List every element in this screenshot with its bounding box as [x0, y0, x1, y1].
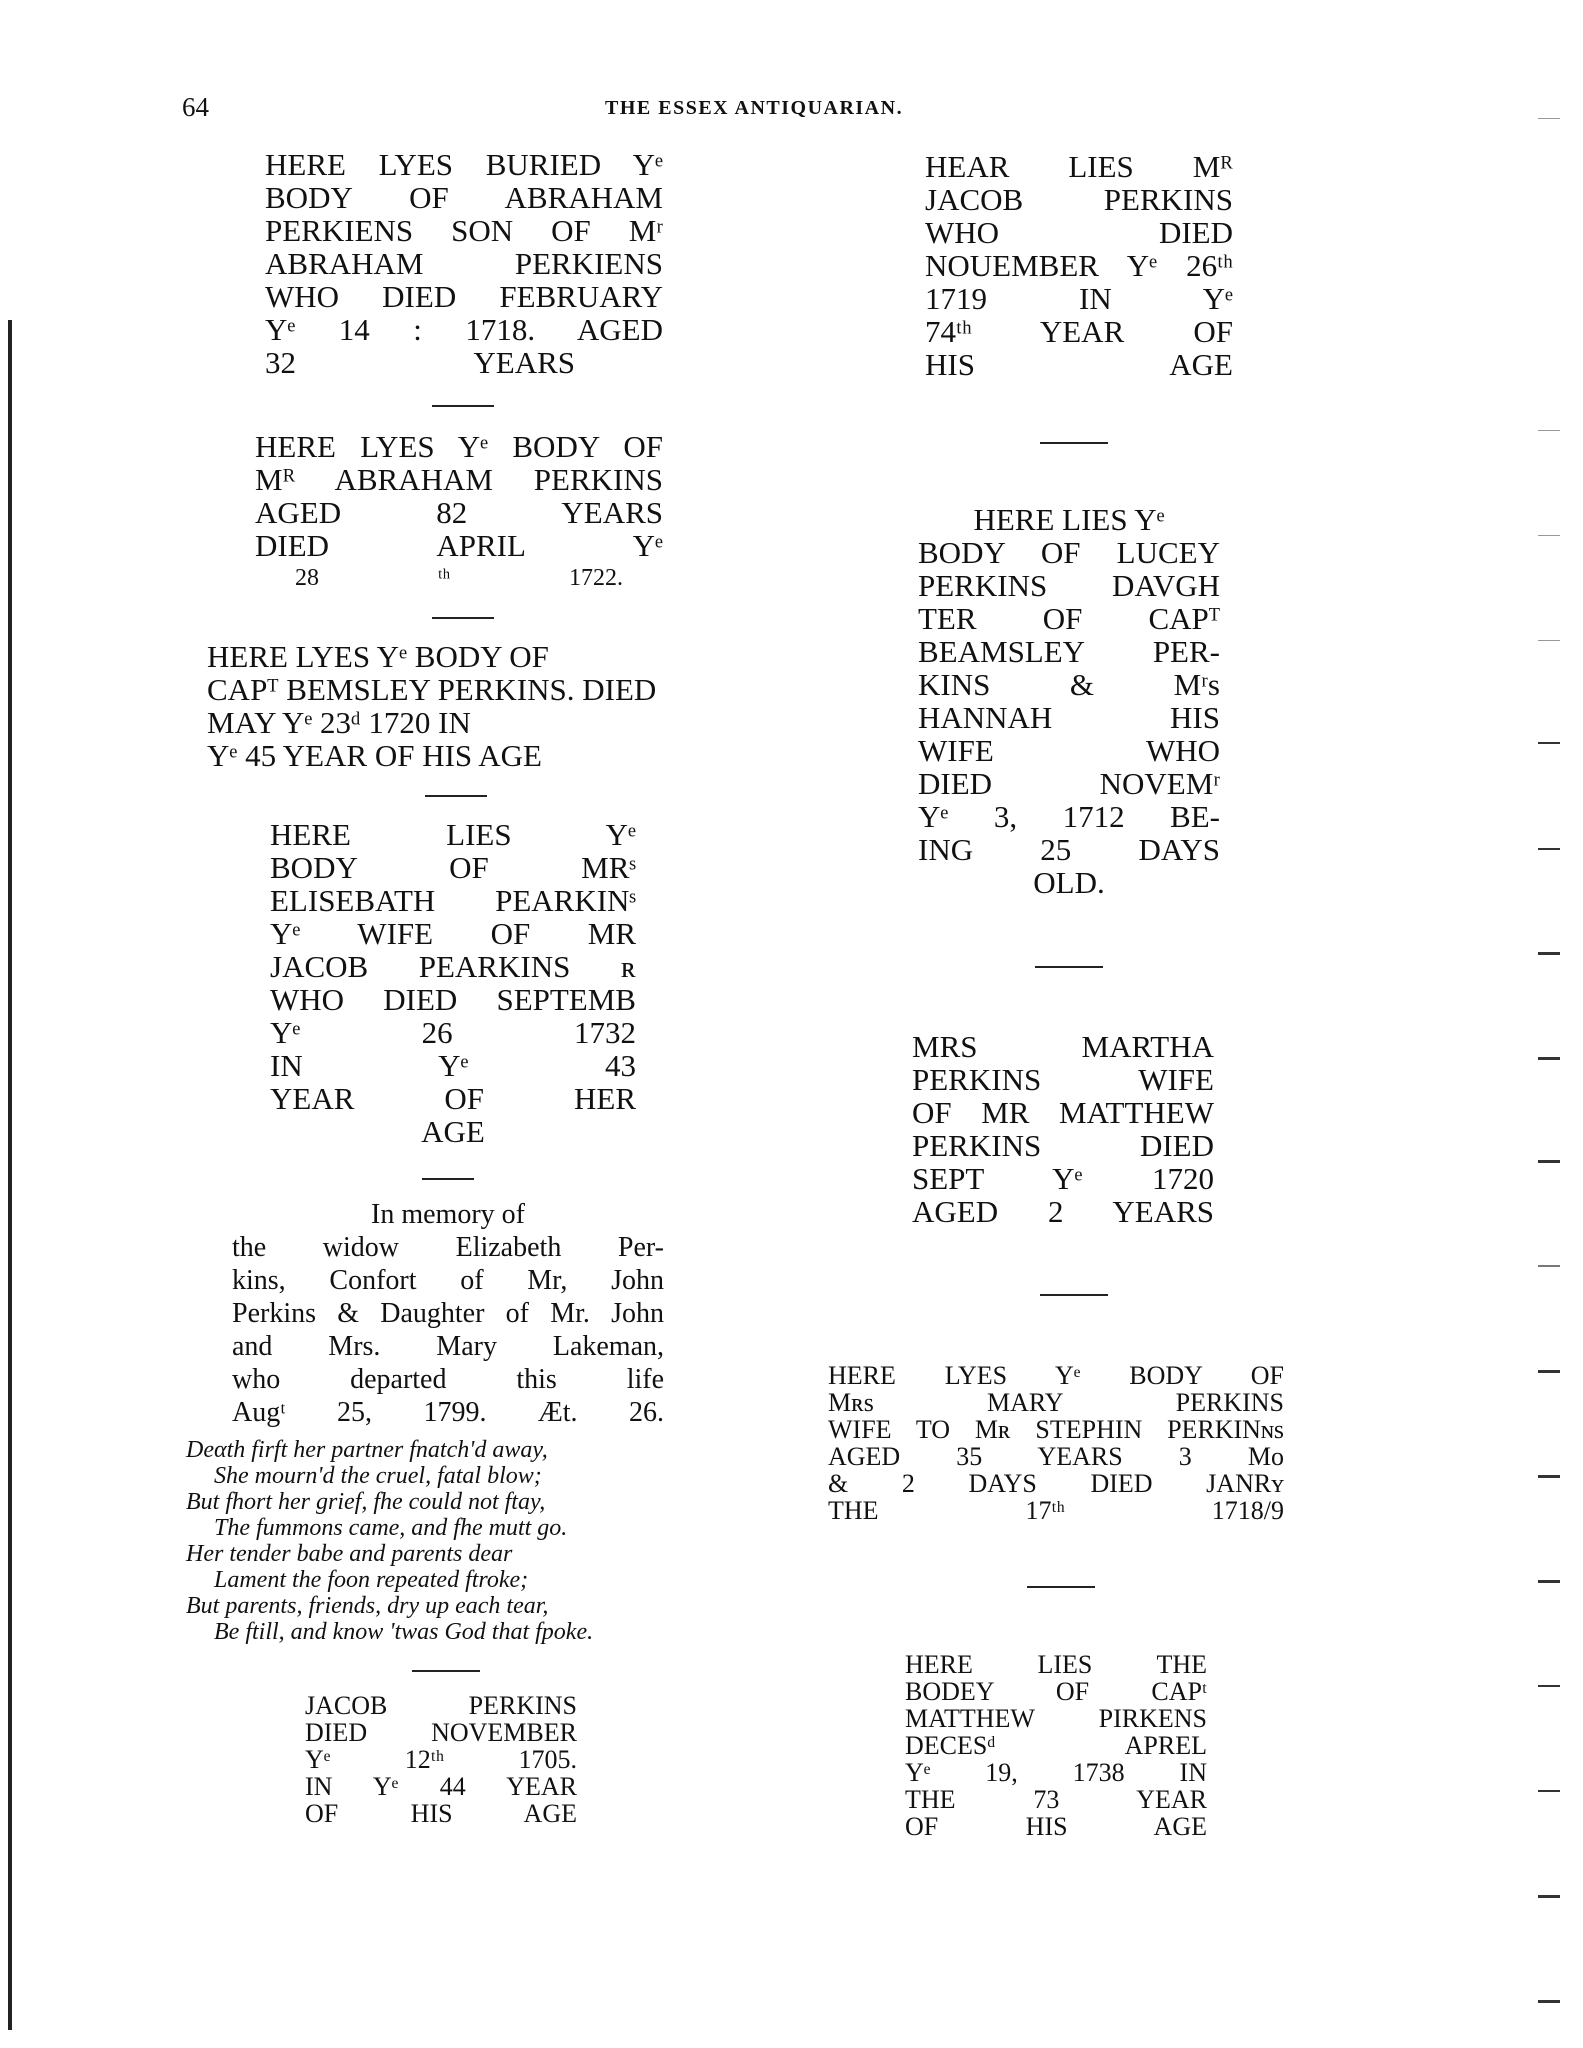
- section-divider: [425, 795, 487, 797]
- margin-tick: [1538, 952, 1560, 955]
- margin-tick: [1538, 1370, 1560, 1373]
- inscription-capt-bemsley-perkins: [207, 640, 727, 772]
- margin-tick: [1538, 848, 1560, 850]
- inscription-line: MAY Yᵉ 23ᵈ 1720 IN: [207, 705, 471, 740]
- inscription-line: WHO DIED SEPTEMB: [270, 982, 636, 1017]
- inscription-line: NOUEMBER Yᵉ 26ᵗʰ: [925, 248, 1233, 283]
- section-divider: [432, 617, 494, 619]
- margin-tick: [1538, 742, 1560, 744]
- inscription-line: who departed this life: [232, 1364, 664, 1395]
- running-title: THE ESSEX ANTIQUARIAN.: [605, 97, 904, 119]
- inscription-line: AGED 82 YEARS: [255, 495, 663, 530]
- inscription-line: the widow Elizabeth Per-: [232, 1232, 664, 1263]
- inscription-line: ING 25 DAYS: [918, 832, 1220, 867]
- inscription-line: AGED 35 YEARS 3 Mo: [828, 1442, 1284, 1471]
- inscription-line: BEAMSLEY PER-: [918, 634, 1220, 669]
- margin-tick: [1538, 1685, 1560, 1687]
- verse-line: The fummons came, and fhe mutt go.: [214, 1515, 568, 1541]
- inscription-line: SEPT Yᵉ 1720: [912, 1161, 1214, 1196]
- inscription-jacob-perkins-1719: [925, 150, 1233, 381]
- inscription-line: HERE LYES BURIED Yᵉ: [265, 147, 663, 182]
- margin-tick: [1538, 640, 1560, 641]
- inscription-line: THE 17ᵗʰ 1718/9: [828, 1496, 1284, 1525]
- inscription-line: DIED APRIL Yᵉ: [255, 528, 663, 563]
- inscription-line: CAPᵀ BEMSLEY PERKINS. DIED: [207, 672, 657, 707]
- inscription-line: JACOB PERKINS: [925, 182, 1233, 217]
- section-divider: [1027, 1586, 1095, 1588]
- inscription-line: OLD.: [1033, 865, 1105, 900]
- section-divider: [432, 405, 494, 407]
- inscription-line: WHO DIED FEBRUARY: [265, 279, 663, 314]
- inscription-line: BODY OF LUCEY: [918, 535, 1220, 570]
- section-divider: [1040, 1294, 1108, 1296]
- inscription-lucey-perkins: [918, 503, 1220, 899]
- inscription-line: KINS & Mʳs: [918, 667, 1220, 702]
- inscription-line: OF MR MATTHEW: [912, 1095, 1214, 1130]
- inscription-line: HERE LYES Yᵉ BODY OF: [255, 429, 663, 464]
- margin-tick: [1538, 1895, 1560, 1898]
- inscription-line: WHO DIED: [925, 215, 1233, 250]
- margin-tick: [1538, 1790, 1560, 1792]
- inscription-line: WIFE TO Mʀ STEPHIN PERKINɴs: [828, 1415, 1284, 1444]
- inscription-line: In memory of: [371, 1199, 525, 1230]
- inscription-line: Yᵉ 3, 1712 BE-: [918, 799, 1220, 834]
- inscription-line: AGE: [421, 1114, 485, 1149]
- inscription-line: WIFE WHO: [918, 733, 1220, 768]
- inscription-line: 28 ᵗʰ 1722.: [295, 565, 623, 591]
- inscription-line: OF HIS AGE: [905, 1812, 1207, 1841]
- inscription-line: PERKINS WIFE: [912, 1062, 1214, 1097]
- inscription-line: BODY OF ABRAHAM: [265, 180, 663, 215]
- inscription-line: MRS MARTHA: [912, 1029, 1214, 1064]
- margin-tick: [1538, 535, 1560, 536]
- margin-tick: [1538, 2000, 1560, 2003]
- verse-line: Deαth firft her partner fnatch'd away,: [186, 1437, 548, 1463]
- inscription-line: HEAR LIES Mᴿ: [925, 149, 1233, 184]
- section-divider: [422, 1178, 474, 1180]
- inscription-line: OF HIS AGE: [305, 1799, 577, 1828]
- margin-tick: [1538, 1265, 1560, 1267]
- inscription-line: HERE LIES THE: [905, 1650, 1207, 1679]
- inscription-line: kins, Confort of Mr, John: [232, 1265, 664, 1296]
- inscription-line: Yᵉ 12ᵗʰ 1705.: [305, 1745, 577, 1774]
- section-divider: [1035, 966, 1103, 968]
- inscription-line: JACOB PEARKINS ʀ: [270, 949, 636, 984]
- binding-edge-line: [8, 320, 12, 2030]
- inscription-line: HANNAH HIS: [918, 700, 1220, 735]
- inscription-line: JACOB PERKINS: [305, 1691, 577, 1720]
- inscription-line: HERE LIES Yᵉ: [270, 817, 636, 852]
- inscription-line: HERE LYES Yᵉ BODY OF: [828, 1361, 1284, 1390]
- inscription-line: BODEY OF CAPᵗ: [905, 1677, 1207, 1706]
- inscription-line: Yᵉ 45 YEAR OF HIS AGE: [207, 738, 542, 773]
- inscription-matthew-pirkens: [905, 1651, 1207, 1840]
- margin-tick: [1538, 1160, 1560, 1163]
- inscription-line: Yᵉ 14 : 1718. AGED: [265, 312, 663, 347]
- inscription-abraham-perkiens: [265, 148, 663, 379]
- verse-line: Be ftill, and know 'twas God that fpoke.: [214, 1619, 594, 1645]
- inscription-line: AGED 2 YEARS: [912, 1194, 1214, 1229]
- margin-tick: [1538, 118, 1560, 119]
- epitaph-verse: [186, 1437, 726, 1645]
- inscription-line: TER OF CAPᵀ: [918, 601, 1220, 636]
- inscription-martha-perkins: [912, 1030, 1214, 1228]
- verse-line: But parents, friends, dry up each tear,: [186, 1593, 549, 1619]
- inscription-line: Yᵉ 26 1732: [270, 1015, 636, 1050]
- memorial-elizabeth-perkins: [232, 1198, 664, 1429]
- inscription-line: PERKINS DAVGH: [918, 568, 1220, 603]
- inscription-elisebath-pearkins: [270, 818, 636, 1148]
- inscription-line: Yᵉ 19, 1738 IN: [905, 1758, 1207, 1787]
- section-divider: [1040, 442, 1108, 444]
- inscription-line: 1719 IN Yᵉ: [925, 281, 1233, 316]
- inscription-line: YEAR OF HER: [270, 1081, 636, 1116]
- inscription-mr-abraham-perkins: [255, 430, 663, 595]
- inscription-line: & 2 DAYS DIED JANRʏ: [828, 1469, 1284, 1498]
- margin-tick: [1538, 1475, 1560, 1478]
- inscription-line: DIED NOVEMBER: [305, 1718, 577, 1747]
- verse-line: Lament the foon repeated ftroke;: [214, 1567, 529, 1593]
- inscription-line: ELISEBATH PEARKINˢ: [270, 883, 636, 918]
- inscription-line: ABRAHAM PERKIENS: [265, 246, 663, 281]
- inscription-line: and Mrs. Mary Lakeman,: [232, 1331, 664, 1362]
- inscription-line: Mᴿ ABRAHAM PERKINS: [255, 462, 663, 497]
- inscription-line: Perkins & Daughter of Mr. John: [232, 1298, 664, 1329]
- verse-line: She mourn'd the cruel, fatal blow;: [214, 1463, 542, 1489]
- inscription-line: IN Yᵉ 44 YEAR: [305, 1772, 577, 1801]
- margin-tick: [1538, 1580, 1560, 1583]
- inscription-line: HERE LIES Yᵉ: [973, 502, 1165, 537]
- inscription-line: HERE LYES Yᵉ BODY OF: [207, 639, 549, 674]
- verse-line: But fhort her grief, fhe could not ftay,: [186, 1489, 546, 1515]
- verse-line: Her tender babe and parents dear: [186, 1541, 513, 1567]
- section-divider: [412, 1670, 480, 1672]
- inscription-line: THE 73 YEAR: [905, 1785, 1207, 1814]
- inscription-jacob-perkins-1705: [305, 1692, 577, 1827]
- margin-tick: [1538, 430, 1560, 431]
- inscription-line: PERKINS DIED: [912, 1128, 1214, 1163]
- inscription-line: IN Yᵉ 43: [270, 1048, 636, 1083]
- margin-tick: [1538, 1057, 1560, 1060]
- inscription-line: DECESᵈ APREL: [905, 1731, 1207, 1760]
- inscription-line: MATTHEW PIRKENS: [905, 1704, 1207, 1733]
- page-number: 64: [182, 92, 209, 122]
- inscription-line: Mʀs MARY PERKINS: [828, 1388, 1284, 1417]
- inscription-line: Augᵗ 25, 1799. Æt. 26.: [232, 1397, 664, 1428]
- inscription-line: 32 YEARS: [265, 345, 575, 380]
- inscription-line: DIED NOVEMʳ: [918, 766, 1220, 801]
- inscription-line: 74ᵗʰ YEAR OF: [925, 314, 1233, 349]
- inscription-line: HIS AGE: [925, 347, 1233, 382]
- inscription-mary-perkins: [828, 1362, 1284, 1524]
- inscription-line: Yᵉ WIFE OF MR: [270, 916, 636, 951]
- inscription-line: BODY OF MRˢ: [270, 850, 636, 885]
- inscription-line: PERKIENS SON OF Mʳ: [265, 213, 663, 248]
